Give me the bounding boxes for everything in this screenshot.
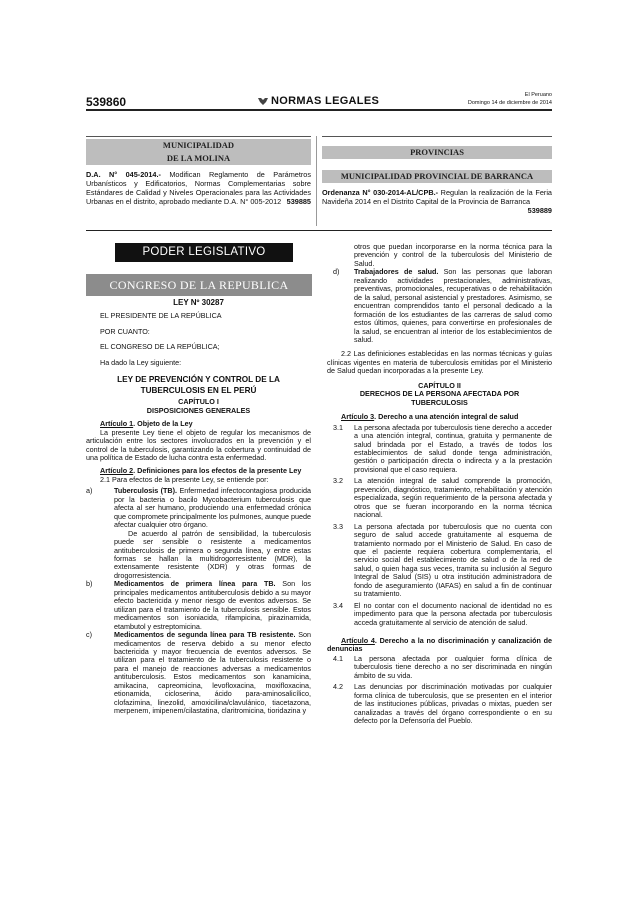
summary-bottom-rule — [86, 230, 552, 231]
article-3-heading — [327, 413, 552, 421]
summary-left-heading: MUNICIPALIDAD — [86, 139, 311, 152]
item-3-1-label: 3.1 — [333, 422, 343, 432]
header-right — [468, 91, 552, 107]
definition-d-label: d) — [333, 267, 340, 277]
item-3-2-text: La atención integral de salud comprende la promoción, prevención, diagnóstico, tratamiento, rehabilitación y atención especializada, según requerimiento de la persona afectada y otros que se fueran incorporando en la norma técnica nacional. — [354, 476, 552, 520]
item-4-1-label: 4.1 — [333, 653, 343, 663]
article-4-title: . Derecho a la no discriminación y canalización de denuncias — [327, 636, 552, 654]
item-4-2-text: Las denuncias por discriminación motivadas por cualquier forma clínica de tuberculosis, que se presenten en el interior de las instituciones públicas, privadas o mixtas, pueden ser canalizadas a través del órgano correspondiente o en su defecto por la Defensoría del Pueblo. — [354, 682, 552, 726]
summary-left-top-rule — [86, 136, 311, 137]
section-banner-congreso: CONGRESO DE LA REPUBLICA — [86, 274, 312, 296]
item-3-3 — [327, 523, 552, 599]
definition-c-label: c) — [86, 630, 92, 640]
article-2-title: . Definiciones para los efectos de la presente Ley — [133, 466, 302, 476]
item-4-2-label: 4.2 — [333, 682, 343, 692]
summary-right-ref: Ordenanza N° 030-2014-AL/CPB.- — [322, 188, 439, 197]
definition-d-text: Son las personas que laboran realizando actividades prestacionales, administrativas, preventivas, promocionales, recuperativas o de rehabilitación de la salud, personal asistencial y prestadores. Asimismo, se encuentran comprendidos tanto el personal dedicado a la formación de los estudiantes de las carreras de salud como estos últimos, quienes, para convertirse en profesionales de la salud, se encuentran al interior de los establecimientos de salud. — [354, 267, 552, 344]
definition-a-label: a) — [86, 486, 93, 496]
item-3-4-text: El no contar con el documento nacional de identidad no es impedimento para que la persona afectada por tuberculosis acceda gratuitamente al servicio de atención de salud. — [354, 600, 552, 627]
summary-left-ref: D.A. N° 045-2014.- — [86, 170, 161, 179]
definition-b-text: Son los principales medicamentos antituberculosis debido a su mayor efecto bactericida y menor riesgo de eventos adversos. Se utilizan para el tratamiento de la tuberculosis sensible. Estos medicamentos son isoniacida, rifampicina, pirazinamida, etambutol y estreptomicina. — [114, 579, 311, 631]
definition-b-label: b) — [86, 579, 93, 589]
coat-of-arms-icon — [258, 97, 268, 105]
item-3-4-label: 3.4 — [333, 600, 343, 610]
summary-left-text: Modifican Reglamento de Parámetros Urbanísticos y Edificatorios, Normas Complementarias sobre Estándares de Calidad y Niveles Operacionales para las Actividades Urbanas en el distrito, aprobado mediante D.A. N° 005-2012 — [86, 170, 311, 206]
article-3-title: . Derecho a una atención integral de salud — [374, 412, 519, 422]
law-number: LEY Nº 30287 — [173, 298, 224, 307]
paragraph-2-2: 2.2 Las definiciones establecidas en las normas técnicas y guías clínicas vigentes en materia de tuberculosis emitidas por el Ministerio de Salud quedan incorporadas a la presente Ley. — [327, 349, 552, 376]
summary-left-entry[interactable] — [86, 171, 311, 207]
summary-left-page: 539885 — [286, 196, 311, 206]
definition-a — [86, 487, 311, 580]
column-1 — [86, 299, 311, 716]
definition-c-text: Son medicamentos de reserva debido a su menor efecto bactericida y mayor frecuencia de eventos adversos. Se utilizan para el tratamiento de la tuberculosis resistente o para el manejo de reacciones adversas a medicamentos antituberculosis. Estos medicamentos son kanamicina, amikacina, capreomicina, levofloxacina, moxifloxacina, etionamida, cicloserina, ácido para-aminosalicílico, clofazimina, linezolid, amoxicilina/clavulánico, tiacetazona, merpenem, imipenem/cilastatina, claritromicina, tioridazina y — [114, 630, 311, 716]
summary-right-entry[interactable] — [322, 189, 552, 216]
item-3-3-label: 3.3 — [333, 521, 343, 531]
item-3-2-label: 3.2 — [333, 476, 343, 486]
summary-divider — [316, 136, 317, 226]
brand-name: NORMAS LEGALES — [271, 95, 380, 107]
article-4-heading — [327, 637, 552, 654]
preamble-2: POR CUANTO: — [100, 326, 150, 336]
item-3-1 — [327, 424, 552, 475]
chapter-1-title: DISPOSICIONES GENERALES — [146, 405, 251, 415]
newspaper-name: El Peruano — [524, 92, 552, 98]
summary-left-subheading: DE LA MOLINA — [86, 152, 311, 165]
item-3-4 — [327, 602, 552, 627]
definition-a-text: Enfermedad infectocontagiosa producida por la bacteria o bacilo Mycobacterium tuberculosis que afecta al ser humano, produciendo una enfermedad crónica que compromete principalmente los pulmones, aunque puede afectar cualquier otro órgano. — [114, 486, 311, 530]
item-3-3-text: La persona afectada por tuberculosis que no cuenta con seguro de salud accede gratuitamente al esquema de tratamiento normado por el Ministerio de Salud. En caso de que el paciente requiera cobertura complementaria, el servicio social del establecimiento de salud o de la red de salud, o quien haga sus veces, tramita su inclusión al Seguro Integral de Salud (SIS) u otra institución administradora de fondo de aseguramiento (IAFAS) en salud a fin de continuar su tratamiento. — [354, 521, 552, 599]
chapter-1-label: CAPÍTULO I — [178, 397, 219, 407]
preamble-1: EL PRESIDENTE DE LA REPÚBLICA — [100, 311, 222, 321]
chapter-2-label: CAPÍTULO II — [418, 380, 461, 390]
header-rule — [86, 109, 552, 111]
item-4-1 — [327, 655, 552, 680]
definition-c — [86, 631, 311, 716]
definition-d — [327, 268, 552, 344]
column-2 — [327, 243, 552, 726]
publication-date: Domingo 14 de diciembre de 2014 — [467, 100, 552, 106]
item-4-1-text: La persona afectada por cualquier forma clínica de tuberculosis tiene derecho a no ser discriminada en ningún ámbito de su vida. — [354, 653, 552, 680]
section-banner-poder: PODER LEGISLATIVO — [115, 243, 293, 262]
definition-d-term: Trabajadores de salud. — [354, 267, 439, 277]
summary-right-subheading: MUNICIPALIDAD PROVINCIAL DE BARRANCA — [322, 170, 552, 183]
article-3-label: Artículo 3 — [341, 412, 375, 422]
preamble-3: EL CONGRESO DE LA REPÚBLICA; — [100, 342, 220, 352]
brand-logo — [258, 95, 379, 107]
article-1-title: . Objeto de la Ley — [133, 419, 193, 429]
definition-a-term: Tuberculosis (TB). — [114, 486, 178, 496]
article-1-label: Artículo 1 — [100, 419, 134, 429]
definition-b-term: Medicamentos de primera línea para TB. — [114, 579, 276, 589]
definition-c-continued-text: otros que puedan incorporarse en la norma técnica para la prevención y control de la tuberculosis del Ministerio de Salud. — [354, 242, 552, 268]
item-3-2 — [327, 477, 552, 519]
article-2-label: Artículo 2 — [100, 466, 134, 476]
item-4-2 — [327, 683, 552, 725]
preamble-4: Ha dado la Ley siguiente: — [100, 357, 182, 367]
law-title: LEY DE PREVENCIÓN Y CONTROL DE LA TUBERCULOSIS EN EL PERÚ — [117, 375, 280, 395]
definition-a-text-2: De acuerdo al patrón de sensibilidad, la tuberculosis puede ser sensible o resistente a medicamentos antituberculosis de primera o segunda línea, y entre estas formas se hallan la multidrogorresistente (MDR), la extensamente resistente (XDR) y otras formas de drogorresistencia. — [114, 528, 311, 580]
article-1-text: La presente Ley tiene el objeto de regular los mecanismos de articulación entre los sectores involucrados en la prevención y el control de la tuberculosis, garantizando la cobertura y continuidad de una política de Estado de lucha contra esta enfermedad. — [86, 427, 311, 462]
summary-right-heading: PROVINCIAS — [322, 146, 552, 159]
summary-right-text: Regulan la realización de la Feria Navideña 2014 en el Distrito Capital de la Provincia de Barranca — [322, 188, 552, 206]
item-3-1-text: La persona afectada por tuberculosis tiene derecho a acceder a una atención integral, continua, gratuita y permanente de salud brindada por el Estado, a través de todos los establecimientos de salud donde tenga administración, gestión o participación directa o indirecta y a la prestación provisional que el caso requiera. — [354, 422, 552, 474]
article-4-label: Artículo 4 — [341, 636, 375, 646]
summary-right-page: 539889 — [527, 205, 552, 215]
definition-c-term: Medicamentos de segunda línea para TB resistente. — [114, 630, 296, 640]
summary-right-top-rule — [322, 136, 552, 137]
definition-c-continued — [327, 243, 552, 268]
chapter-2-title: DERECHOS DE LA PERSONA AFECTADA POR TUBERCULOSIS — [359, 389, 520, 407]
page-number: 539860 — [86, 95, 127, 109]
definition-b — [86, 580, 311, 631]
article-2-intro: 2.1 Para efectos de la presente Ley, se entiende por: — [100, 474, 269, 484]
